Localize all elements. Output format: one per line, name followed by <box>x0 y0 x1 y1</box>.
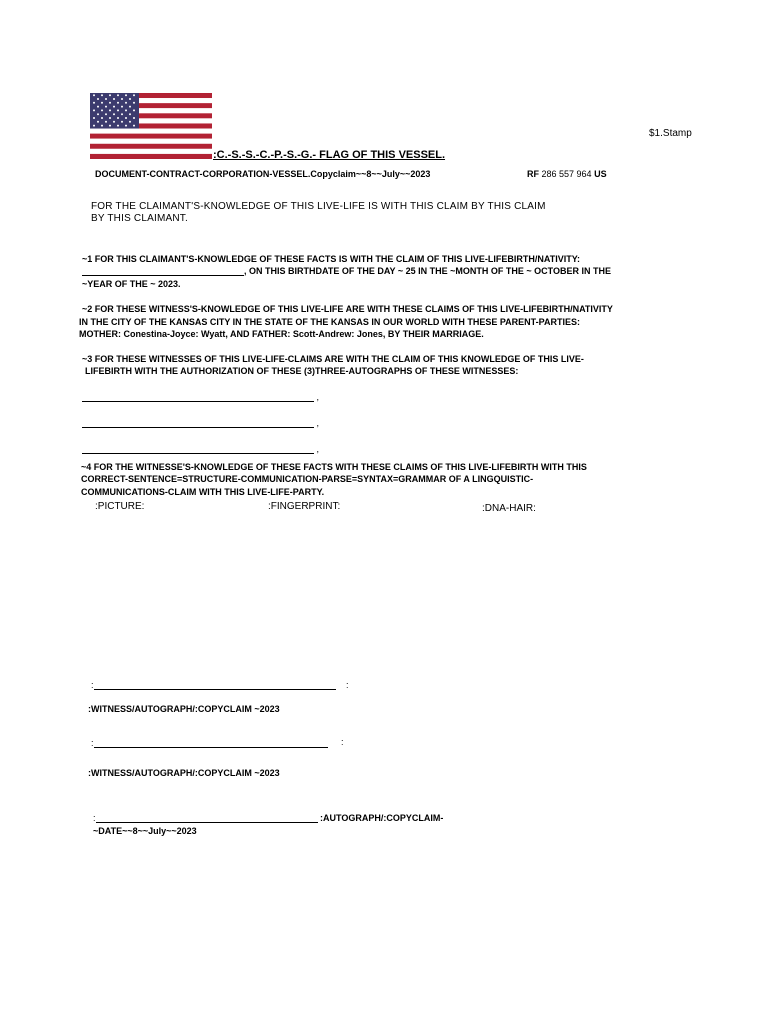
witness-signature-line-2[interactable]: , <box>82 418 319 428</box>
rf-label: RF <box>527 169 539 179</box>
flag-star <box>133 109 135 111</box>
signature-blank-2[interactable] <box>94 738 328 748</box>
section-1-birthdate-text: , ON THIS BIRTHDATE OF THE DAY ~ 25 IN THE ~MONTH OF THE ~ OCTOBER IN THE <box>244 266 611 276</box>
flag-star <box>97 121 99 123</box>
flag-star <box>93 102 95 104</box>
flag-star <box>109 117 111 119</box>
flag-star <box>93 117 95 119</box>
signature-blank-1[interactable] <box>94 680 336 690</box>
intro-line-2: BY THIS CLAIMANT. <box>91 213 188 224</box>
section-2-line-1: ~2 FOR THESE WITNESS'S-KNOWLEDGE OF THIS LIVE-LIFE ARE WITH THESE CLAIMS OF THIS LIVE-LIFEBIRTH/NATIVITY <box>82 304 613 314</box>
section-3-line-1: ~3 FOR THESE WITNESSES OF THIS LIVE-LIFE-CLAIMS ARE WITH THE CLAIM OF THIS KNOWLEDGE OF THIS LIVE- <box>82 354 584 364</box>
flag-star <box>117 109 119 111</box>
flag-star <box>125 94 127 96</box>
final-autograph-label: :AUTOGRAPH/:COPYCLAIM- <box>320 813 444 823</box>
flag-star <box>129 98 131 100</box>
section-1-line-3: ~YEAR OF THE ~ 2023. <box>82 279 181 289</box>
flag-star <box>121 106 123 108</box>
section-4-line-1: ~4 FOR THE WITNESSE'S-KNOWLEDGE OF THESE FACTS WITH THESE CLAIMS OF THIS LIVE-LIFEBIRTH WITH THIS <box>81 462 587 472</box>
flag-star <box>109 94 111 96</box>
flag-star <box>97 98 99 100</box>
signature-line-1[interactable]: : <box>91 680 336 690</box>
flag-star <box>125 109 127 111</box>
american-flag-icon <box>90 93 212 159</box>
picture-label: :PICTURE: <box>95 501 145 512</box>
witness-signature-line-3[interactable]: , <box>82 444 319 454</box>
flag-star <box>105 106 107 108</box>
flag-star <box>109 109 111 111</box>
flag-star <box>113 106 115 108</box>
flag-star <box>121 98 123 100</box>
page-title: :C.-S.-S.-C.-P.-S.-G.- FLAG OF THIS VESSEL. <box>213 149 446 161</box>
flag-star <box>93 125 95 127</box>
flag-star <box>125 125 127 127</box>
flag-star <box>101 125 103 127</box>
flag-star <box>97 113 99 115</box>
intro-line-1: FOR THE CLAIMANT'S-KNOWLEDGE OF THIS LIVE-LIFE IS WITH THIS CLAIM BY THIS CLAIM <box>91 201 546 212</box>
signature-suffix-2: : <box>341 737 344 747</box>
witness-autograph-label-2: :WITNESS/AUTOGRAPH/:COPYCLAIM ~2023 <box>88 768 280 778</box>
signature-suffix-1: : <box>346 680 349 690</box>
flag-star <box>121 121 123 123</box>
signature-line-2[interactable]: : <box>91 738 328 748</box>
flag-star <box>105 98 107 100</box>
flag-star <box>113 121 115 123</box>
flag-star <box>129 106 131 108</box>
date-label: ~DATE~~8~~July~~2023 <box>93 826 197 836</box>
section-4-line-2: CORRECT-SENTENCE=STRUCTURE-COMMUNICATION-PARSE=SYNTAX=GRAMMAR OF A LINGQUISTIC- <box>81 474 534 484</box>
flag-star <box>101 94 103 96</box>
flag-star <box>133 117 135 119</box>
rf-number <box>527 169 607 179</box>
rf-value: 286 557 964 <box>541 169 592 179</box>
flag-star <box>133 125 135 127</box>
flag-star <box>93 94 95 96</box>
section-2-line-2: IN THE CITY OF THE KANSAS CITY IN THE STATE OF THE KANSAS IN OUR WORLD WITH THESE PARENT-PARTIES: <box>79 317 581 327</box>
rf-country: US <box>594 169 607 179</box>
flag-star <box>101 117 103 119</box>
flag-star <box>113 113 115 115</box>
flag-star <box>101 102 103 104</box>
flag-star <box>125 102 127 104</box>
section-2-line-3: MOTHER: Conestina-Joyce: Wyatt, AND FATHER: Scott-Andrew: Jones, BY THEIR MARRIAGE. <box>79 329 484 339</box>
flag-star <box>133 102 135 104</box>
witness-blank-3[interactable] <box>82 444 314 454</box>
section-1-line-2 <box>82 266 611 276</box>
flag-star <box>125 117 127 119</box>
fingerprint-label: :FINGERPRINT: <box>268 501 341 512</box>
flag-star <box>121 113 123 115</box>
flag-star <box>105 113 107 115</box>
flag-star <box>117 125 119 127</box>
section-4-line-3: COMMUNICATIONS-CLAIM WITH THIS LIVE-LIFE-PARTY. <box>81 487 325 497</box>
flag-star <box>133 94 135 96</box>
flag-star <box>105 121 107 123</box>
flag-star <box>117 117 119 119</box>
dna-hair-label: :DNA-HAIR: <box>482 503 536 514</box>
flag-star <box>129 113 131 115</box>
flag-star <box>113 98 115 100</box>
flag-star <box>117 94 119 96</box>
name-blank[interactable] <box>82 266 244 276</box>
flag-star <box>97 106 99 108</box>
final-signature-line[interactable]: : :AUTOGRAPH/:COPYCLAIM- <box>93 813 444 823</box>
section-1-line-1: ~1 FOR THIS CLAIMANT'S-KNOWLEDGE OF THESE FACTS IS WITH THE CLAIM OF THIS LIVE-LIFEBIRTH/NATIVITY: <box>82 254 581 264</box>
flag-star <box>109 125 111 127</box>
flag-star <box>93 109 95 111</box>
section-3-line-2: LIFEBIRTH WITH THE AUTHORIZATION OF THESE (3)THREE-AUTOGRAPHS OF THESE WITNESSES: <box>85 366 519 376</box>
witness-blank-1[interactable] <box>82 392 314 402</box>
stamp-label: $1.Stamp <box>649 128 692 139</box>
flag-star <box>129 121 131 123</box>
document-line: DOCUMENT-CONTRACT-CORPORATION-VESSEL.Copyclaim~~8~~July~~2023 <box>95 169 431 179</box>
witness-signature-line-1[interactable]: , <box>82 392 319 402</box>
witness-autograph-label-1: :WITNESS/AUTOGRAPH/:COPYCLAIM ~2023 <box>88 704 280 714</box>
witness-blank-2[interactable] <box>82 418 314 428</box>
final-signature-blank[interactable] <box>96 813 318 823</box>
flag-star <box>109 102 111 104</box>
flag-star <box>101 109 103 111</box>
flag-star <box>117 102 119 104</box>
